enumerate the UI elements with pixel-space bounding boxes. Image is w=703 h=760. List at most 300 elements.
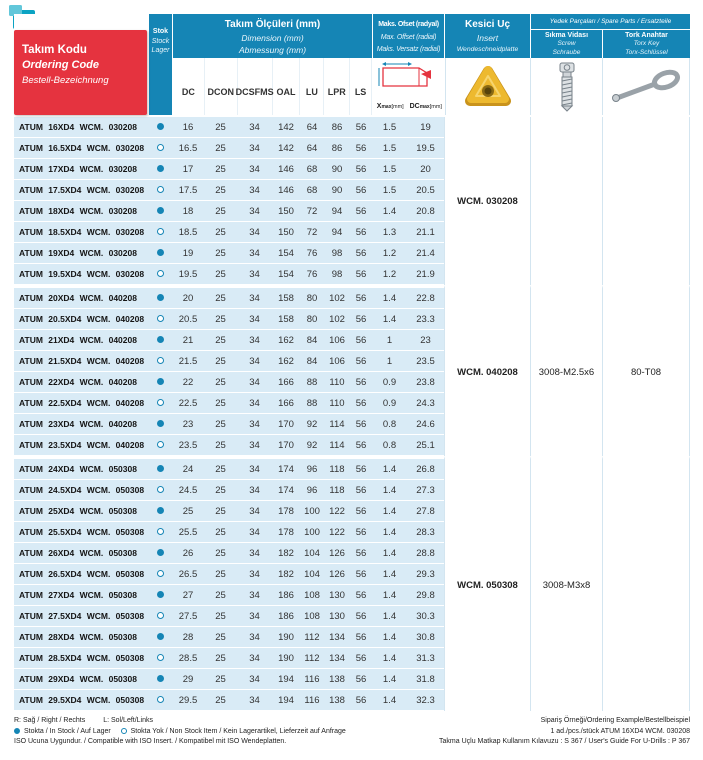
non-stock-dot [157,399,164,406]
value-cell: 190 [272,627,300,648]
stock-cell [148,138,172,159]
value-cell: 0.8 [372,435,407,456]
tool-code-cell: ATUM 29.5XD4 WCM. 050308 [14,690,148,711]
value-cell: 27 [172,585,204,606]
ordering-example-value: 1 ad./pcs./stück ATUM 16XD4 WCM. 030208 [550,727,690,735]
screw-cell: 3008-M2.5x6 [530,285,602,456]
value-cell: 170 [272,435,300,456]
value-cell: 130 [324,606,350,627]
value-cell: 102 [324,309,350,330]
value-cell: 24.6 [407,414,444,435]
value-cell: 34 [237,351,272,372]
stock-cell [148,393,172,414]
value-cell: 20.5 [407,180,444,201]
tool-code-cell: ATUM 16XD4 WCM. 030208 [14,117,148,138]
value-cell: 56 [350,501,372,522]
ordering-code-column-header [14,14,148,115]
value-cell: 118 [324,480,350,501]
offset-column-group [372,14,444,115]
insert-cell: WCM. 050308 [444,456,530,711]
value-cell: 194 [272,690,300,711]
value-cell: 25 [204,501,237,522]
value-cell: 86 [324,138,350,159]
dimensions-column-group [172,14,372,115]
value-cell: 34 [237,690,272,711]
footnote-stock-legend: Stokta / In Stock / Auf Lager Stokta Yok / Non Stock Item / Kein Lagerartikel, Lieferzeit auf Anfrage [14,727,346,738]
screw-label-tr: Sıkma Vidası [544,32,589,39]
value-cell: 64 [300,138,324,159]
stock-cell [148,435,172,456]
value-cell: 146 [272,159,300,180]
value-cell: 100 [300,522,324,543]
in-stock-dot [157,549,164,556]
value-cell: 20 [172,285,204,309]
stock-cell [148,201,172,222]
value-cell: 56 [350,690,372,711]
in-stock-dot [157,249,164,256]
value-cell: 56 [350,456,372,480]
tool-code-cell: ATUM 20XD4 WCM. 040208 [14,285,148,309]
dim-col-label-lpr: LPR [324,58,350,115]
value-cell: 34 [237,501,272,522]
non-stock-dot [157,357,164,364]
ordering-example-title: Sipariş Örneği/Ordering Example/Bestellbeispiel [540,717,690,724]
value-cell: 56 [350,309,372,330]
footnote-right-left: R: Sağ / Right / Rechts L: Sol/Left/Links [14,717,154,724]
value-cell: 174 [272,480,300,501]
value-cell: 25 [204,456,237,480]
value-cell: 24 [172,456,204,480]
xmax-col-label: X max [mm] [376,103,404,110]
insert-cell: WCM. 030208 [444,117,530,285]
ordering-code-label-tr: Takım Kodu [22,44,87,56]
tool-code-cell: ATUM 22XD4 WCM. 040208 [14,372,148,393]
value-cell: 1.4 [372,585,407,606]
value-cell: 1.5 [372,159,407,180]
tool-code-cell: ATUM 25.5XD4 WCM. 050308 [14,522,148,543]
value-cell: 21.4 [407,243,444,264]
value-cell: 20.5 [172,309,204,330]
value-cell: 1.4 [372,690,407,711]
value-cell: 1.4 [372,501,407,522]
non-stock-dot [157,486,164,493]
torx-image-area [602,58,690,115]
value-cell: 142 [272,138,300,159]
value-cell: 21.1 [407,222,444,243]
dimensions-header [173,14,372,58]
dim-col-label-dcon: DCON [205,58,238,115]
value-cell: 1.5 [372,138,407,159]
value-cell: 1.4 [372,285,407,309]
value-cell: 56 [350,222,372,243]
torx-label-tr: Tork Anahtar [625,32,668,39]
value-cell: 25.1 [407,435,444,456]
value-cell: 34 [237,243,272,264]
stock-cell [148,669,172,690]
value-cell: 26.8 [407,456,444,480]
stock-cell [148,627,172,648]
value-cell: 178 [272,501,300,522]
value-cell: 178 [272,522,300,543]
offset-header [373,14,444,58]
offset-column-labels [373,103,444,110]
stock-cell [148,522,172,543]
stock-cell [148,501,172,522]
in-stock-dot [157,165,164,172]
table-row [14,285,690,309]
value-cell: 56 [350,180,372,201]
torx-header [602,30,690,58]
value-cell: 25 [204,393,237,414]
value-cell: 34 [237,669,272,690]
value-cell: 130 [324,585,350,606]
value-cell: 25 [204,564,237,585]
value-cell: 68 [300,180,324,201]
value-cell: 88 [300,393,324,414]
value-cell: 26.5 [172,564,204,585]
value-cell: 34 [237,117,272,138]
value-cell: 29.8 [407,585,444,606]
insert-label-de: Wendeschneidplatte [456,45,519,53]
value-cell: 30.3 [407,606,444,627]
value-cell: 24.3 [407,393,444,414]
value-cell: 34 [237,456,272,480]
value-cell: 32.3 [407,690,444,711]
value-cell: 56 [350,243,372,264]
insert-image [463,64,513,110]
catalog-table [14,14,690,748]
value-cell: 34 [237,159,272,180]
value-cell: 56 [350,627,372,648]
value-cell: 56 [350,330,372,351]
value-cell: 56 [350,522,372,543]
value-cell: 102 [324,285,350,309]
non-stock-dot [157,570,164,577]
value-cell: 76 [300,264,324,285]
value-cell: 34 [237,201,272,222]
ordering-code-label-de: Bestell-Bezeichnung [22,75,109,86]
value-cell: 56 [350,285,372,309]
value-cell: 25 [204,414,237,435]
value-cell: 194 [272,669,300,690]
value-cell: 16.5 [172,138,204,159]
stock-label-en: Stock [151,37,170,45]
screw-cell [530,117,602,285]
value-cell: 28.5 [172,648,204,669]
tool-code-cell: ATUM 18XD4 WCM. 030208 [14,201,148,222]
value-cell: 96 [300,480,324,501]
screw-label-en: Screw [557,40,576,47]
spare-parts-header: Yedek Parçaları / Spare Parts / Ersatzteile [530,14,690,30]
table-row [14,456,690,480]
stock-cell [148,159,172,180]
stock-label-tr: Stok [152,28,169,35]
value-cell: 182 [272,564,300,585]
value-cell: 29.5 [172,690,204,711]
value-cell: 25.5 [172,522,204,543]
value-cell: 98 [324,243,350,264]
value-cell: 56 [350,585,372,606]
value-cell: 90 [324,180,350,201]
value-cell: 28 [172,627,204,648]
value-cell: 122 [324,501,350,522]
value-cell: 23 [407,330,444,351]
value-cell: 23.8 [407,372,444,393]
value-cell: 56 [350,543,372,564]
value-cell: 1.5 [372,180,407,201]
non-stock-dot [157,186,164,193]
dim-col-label-ls: LS [350,58,372,115]
value-cell: 84 [300,330,324,351]
tool-code-cell: ATUM 24XD4 WCM. 050308 [14,456,148,480]
value-cell: 142 [272,117,300,138]
stock-cell [148,372,172,393]
tool-code-cell: ATUM 29XD4 WCM. 050308 [14,669,148,690]
value-cell: 88 [300,372,324,393]
value-cell: 80 [300,309,324,330]
value-cell: 25 [204,285,237,309]
footnotes [14,716,690,748]
torx-label-de: Torx-Schlüssel [625,48,668,56]
value-cell: 21 [172,330,204,351]
value-cell: 56 [350,138,372,159]
value-cell: 34 [237,180,272,201]
value-cell: 92 [300,414,324,435]
value-cell: 116 [300,669,324,690]
value-cell: 25 [172,501,204,522]
value-cell: 1.4 [372,543,407,564]
value-cell: 27.5 [172,606,204,627]
value-cell: 56 [350,372,372,393]
value-cell: 72 [300,201,324,222]
offset-label-en: Max. Offset (radial) [380,33,437,41]
value-cell: 186 [272,606,300,627]
value-cell: 18 [172,201,204,222]
spare-parts-column-group [530,14,690,115]
value-cell: 29.3 [407,564,444,585]
insert-column-group [444,14,530,115]
value-cell: 21.9 [407,264,444,285]
in-stock-dot [157,675,164,682]
value-cell: 84 [300,351,324,372]
value-cell: 25 [204,201,237,222]
value-cell: 110 [324,393,350,414]
value-cell: 112 [300,627,324,648]
dimensions-label-en: Dimension (mm) [241,32,304,43]
tool-code-cell: ATUM 28.5XD4 WCM. 050308 [14,648,148,669]
non-stock-dot [157,612,164,619]
value-cell: 25 [204,435,237,456]
stock-cell [148,564,172,585]
value-cell: 25 [204,669,237,690]
tool-code-cell: ATUM 20.5XD4 WCM. 040208 [14,309,148,330]
dim-col-label-dc: DC [173,58,205,115]
product-table [14,117,690,711]
value-cell: 25 [204,330,237,351]
tool-code-cell: ATUM 26XD4 WCM. 050308 [14,543,148,564]
value-cell: 20 [407,159,444,180]
dimensions-label-tr: Takım Ölçüleri (mm) [224,19,321,30]
value-cell: 170 [272,414,300,435]
screw-header [530,30,602,58]
value-cell: 28.8 [407,543,444,564]
value-cell: 25 [204,222,237,243]
tool-code-cell: ATUM 21XD4 WCM. 040208 [14,330,148,351]
value-cell: 25 [204,690,237,711]
value-cell: 1.4 [372,522,407,543]
value-cell: 94 [324,201,350,222]
value-cell: 100 [300,501,324,522]
value-cell: 154 [272,243,300,264]
value-cell: 19.5 [407,138,444,159]
in-stock-dot [157,507,164,514]
tool-code-cell: ATUM 27XD4 WCM. 050308 [14,585,148,606]
value-cell: 34 [237,264,272,285]
value-cell: 158 [272,309,300,330]
value-cell: 34 [237,564,272,585]
stock-cell [148,330,172,351]
value-cell: 150 [272,222,300,243]
tool-code-cell: ATUM 23.5XD4 WCM. 040208 [14,435,148,456]
value-cell: 25 [204,627,237,648]
value-cell: 25 [204,606,237,627]
dcmax-col-label: DC max [mm] [409,103,442,110]
value-cell: 94 [324,222,350,243]
offset-label-de: Maks. Versatz (radial) [376,45,441,53]
value-cell: 1.2 [372,243,407,264]
value-cell: 34 [237,627,272,648]
non-stock-dot [157,270,164,277]
value-cell: 114 [324,435,350,456]
value-cell: 1.4 [372,456,407,480]
torx-key-image [609,67,683,107]
stock-cell [148,117,172,138]
value-cell: 162 [272,330,300,351]
value-cell: 64 [300,117,324,138]
value-cell: 29 [172,669,204,690]
value-cell: 34 [237,285,272,309]
dim-col-label-oal: OAL [273,58,301,115]
value-cell: 34 [237,393,272,414]
value-cell: 112 [300,648,324,669]
value-cell: 56 [350,669,372,690]
value-cell: 108 [300,585,324,606]
stock-cell [148,585,172,606]
non-stock-dot [157,144,164,151]
value-cell: 80 [300,285,324,309]
tool-code-cell: ATUM 19XD4 WCM. 030208 [14,243,148,264]
offset-diagram-area [373,58,444,115]
ordering-code-label-en: Ordering Code [22,59,100,71]
value-cell: 56 [350,606,372,627]
torx-cell [602,117,690,285]
in-stock-dot [157,465,164,472]
value-cell: 25 [204,138,237,159]
value-cell: 22 [172,372,204,393]
ordering-code-header [14,30,147,115]
value-cell: 20.8 [407,201,444,222]
insert-cell: WCM. 040208 [444,285,530,456]
value-cell: 92 [300,435,324,456]
tool-code-cell: ATUM 17XD4 WCM. 030208 [14,159,148,180]
value-cell: 25 [204,117,237,138]
value-cell: 1.3 [372,222,407,243]
value-cell: 19 [172,243,204,264]
stock-cell [148,309,172,330]
value-cell: 27.3 [407,480,444,501]
value-cell: 158 [272,285,300,309]
value-cell: 16 [172,117,204,138]
value-cell: 56 [350,201,372,222]
value-cell: 154 [272,264,300,285]
in-stock-dot [157,378,164,385]
value-cell: 134 [324,648,350,669]
stock-cell [148,243,172,264]
value-cell: 166 [272,372,300,393]
value-cell: 138 [324,690,350,711]
value-cell: 134 [324,627,350,648]
value-cell: 25 [204,243,237,264]
value-cell: 25 [204,522,237,543]
dim-col-label-lu: LU [300,58,324,115]
offset-label-tr: Maks. Ofset (radyal) [378,21,439,28]
stock-column-header [148,14,172,115]
value-cell: 21.5 [172,351,204,372]
value-cell: 110 [324,372,350,393]
value-cell: 166 [272,393,300,414]
value-cell: 23.5 [172,435,204,456]
offset-diagram [377,61,441,93]
screw-cell: 3008-M3x8 [530,456,602,711]
spare-parts-subheaders [530,30,690,58]
value-cell: 0.9 [372,372,407,393]
insert-image-area [445,58,530,115]
stock-cell [148,480,172,501]
value-cell: 146 [272,180,300,201]
value-cell: 24.5 [172,480,204,501]
value-cell: 56 [350,480,372,501]
non-stock-dot [157,654,164,661]
tool-code-cell: ATUM 23XD4 WCM. 040208 [14,414,148,435]
stock-cell [148,222,172,243]
value-cell: 1.4 [372,309,407,330]
tool-code-cell: ATUM 19.5XD4 WCM. 030208 [14,264,148,285]
value-cell: 23 [172,414,204,435]
stock-cell [148,180,172,201]
value-cell: 174 [272,456,300,480]
value-cell: 28.3 [407,522,444,543]
in-stock-dot [157,294,164,301]
in-stock-dot [14,728,20,734]
non-stock-dot [157,696,164,703]
stock-label-de: Lager [151,47,170,54]
value-cell: 31.3 [407,648,444,669]
value-cell: 23.5 [407,351,444,372]
value-cell: 118 [324,456,350,480]
dim-col-label-dcsfms: DCSFMS [238,58,273,115]
value-cell: 122 [324,522,350,543]
value-cell: 26 [172,543,204,564]
value-cell: 56 [350,564,372,585]
value-cell: 34 [237,648,272,669]
stock-cell [148,351,172,372]
value-cell: 34 [237,585,272,606]
value-cell: 25 [204,159,237,180]
value-cell: 31.8 [407,669,444,690]
stock-cell [148,606,172,627]
stock-cell [148,648,172,669]
in-stock-dot [157,420,164,427]
